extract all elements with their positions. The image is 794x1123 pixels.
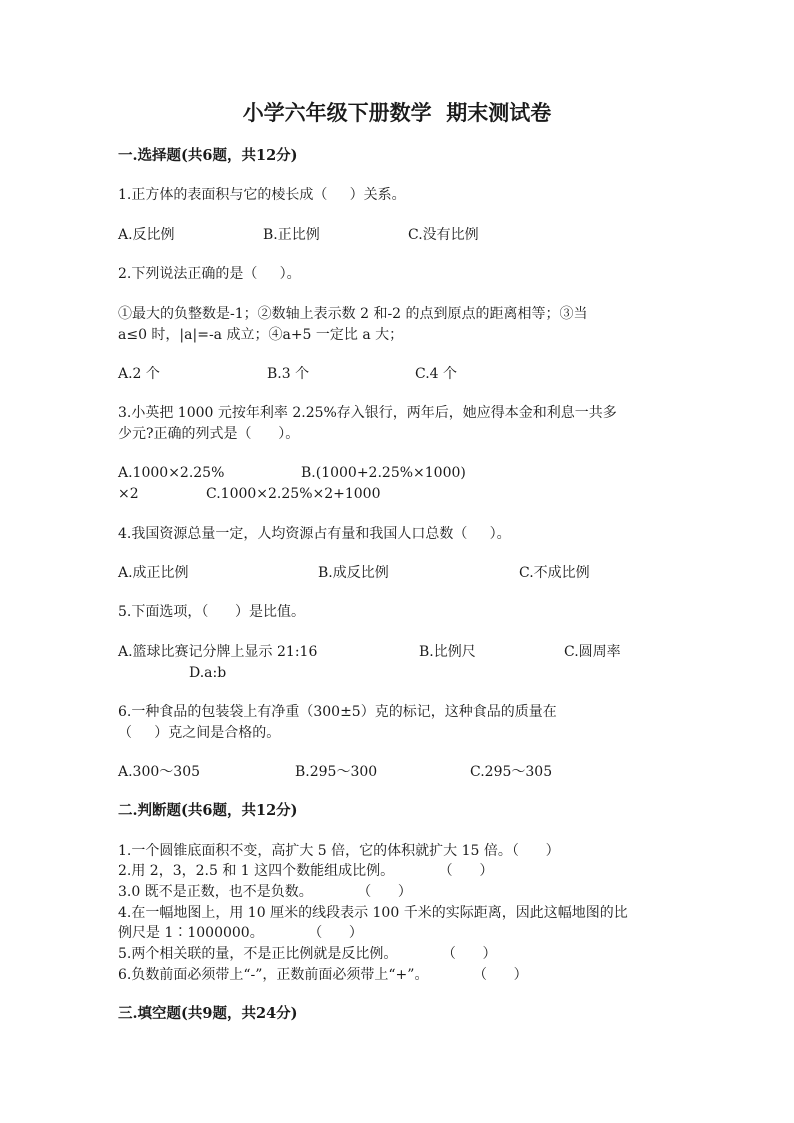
judgement-item-6: 6.负数前面必须带上“-”，正数前面必须带上“+”。 （ ）	[118, 967, 528, 983]
section-heading-judgement: 二.判断题(共6题，共12分)	[118, 802, 298, 819]
question-3-option-c: C.1000×2.25%×2+1000	[206, 486, 381, 502]
page-title: 小学六年级下册数学 期末测试卷	[242, 100, 552, 125]
question-3-stem-line1: 3.小英把 1000 元按年利率 2.25%存入银行，两年后，她应得本金和利息一共多	[118, 405, 617, 421]
question-2-stem: 2.下列说法正确的是（ ）。	[118, 266, 301, 282]
question-1-stem: 1.正方体的表面积与它的棱长成（ ）关系。	[118, 187, 406, 203]
question-3-option-b-continued: ×2	[118, 486, 139, 502]
judgement-item-3: 3.0 既不是正数，也不是负数。 （ ）	[118, 884, 412, 900]
question-3-stem-line2: 少元?正确的列式是（ ）。	[118, 426, 300, 442]
question-5-option-d: D.a:b	[189, 665, 227, 681]
section-heading-fill-in: 三.填空题(共9题，共24分)	[118, 1005, 298, 1022]
question-3-option-a: A.1000×2.25%	[118, 465, 225, 481]
judgement-item-5: 5.两个相关联的量，不是正比例就是反比例。 （ ）	[118, 946, 497, 962]
question-3-option-b: B.(1000+2.25%×1000)	[301, 465, 466, 481]
judgement-item-4-line2: 例尺是 1∶1000000。 （ ）	[118, 925, 363, 941]
question-2-option-c: C.4 个	[415, 366, 458, 382]
question-2-body-line2: a≤0 时，|a|=-a 成立；④a+5 一定比 a 大；	[118, 327, 404, 343]
section-heading-choice: 一.选择题(共6题，共12分)	[118, 147, 298, 164]
judgement-item-4-line1: 4.在一幅地图上，用 10 厘米的线段表示 100 千米的实际距离，因此这幅地图的比	[118, 905, 628, 921]
question-2-option-a: A.2 个	[118, 366, 160, 382]
question-6-option-a: A.300～305	[118, 764, 201, 780]
question-1-option-a: A.反比例	[118, 227, 175, 243]
question-6-option-c: C.295～305	[470, 764, 553, 780]
question-5-option-a: A.篮球比赛记分牌上显示 21:16	[118, 644, 318, 660]
question-4-option-a: A.成正比例	[118, 565, 189, 581]
question-4-option-c: C.不成比例	[519, 565, 590, 581]
question-2-body-line1: ①最大的负整数是-1；②数轴上表示数 2 和-2 的点到原点的距离相等；③当	[118, 306, 588, 322]
question-1-option-b: B.正比例	[263, 227, 320, 243]
judgement-item-1: 1.一个圆锥底面积不变，高扩大 5 倍，它的体积就扩大 15 倍。（ ）	[118, 843, 560, 859]
question-5-option-b: B.比例尺	[419, 644, 476, 660]
question-4-stem: 4.我国资源总量一定，人均资源占有量和我国人口总数（ ）。	[118, 526, 511, 542]
question-6-option-b: B.295～300	[295, 764, 378, 780]
question-2-option-b: B.3 个	[267, 366, 310, 382]
question-6-stem-line1: 6.一种食品的包装袋上有净重（300±5）克的标记，这种食品的质量在	[118, 704, 557, 720]
question-6-stem-line2: （ ）克之间是合格的。	[118, 725, 281, 741]
judgement-item-2: 2.用 2，3，2.5 和 1 这四个数能组成比例。 （ ）	[118, 863, 494, 879]
question-5-stem: 5.下面选项，（ ）是比值。	[118, 604, 306, 620]
question-1-option-c: C.没有比例	[408, 227, 479, 243]
question-4-option-b: B.成反比例	[318, 565, 389, 581]
question-5-option-c: C.圆周率	[564, 644, 621, 660]
